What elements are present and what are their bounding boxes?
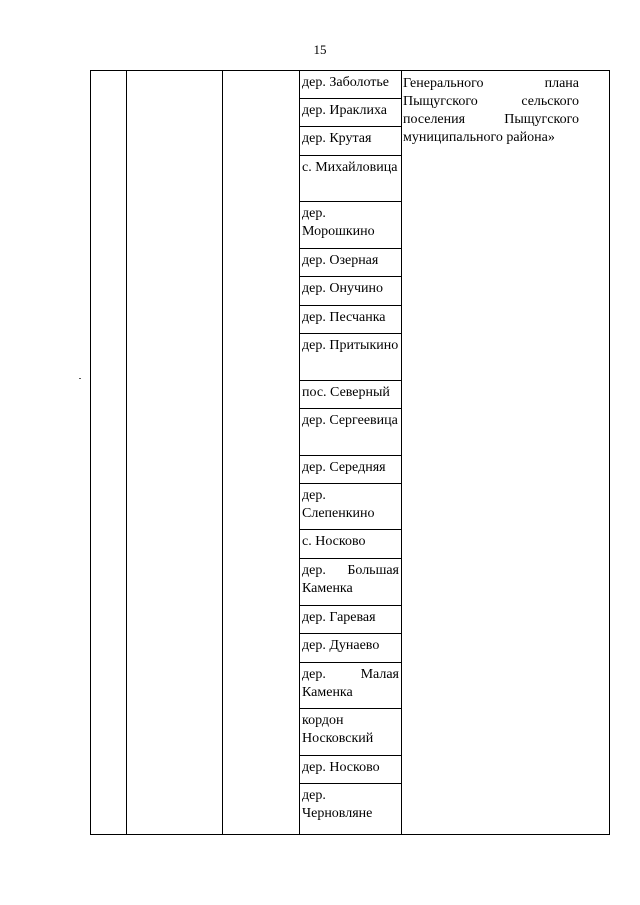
settlement-cell: дер. Заболотье (300, 71, 401, 99)
settlements-column (300, 71, 401, 831)
settlement-cell: дер. Сергеевица (300, 409, 401, 456)
settlement-cell: дер. Гаревая (300, 606, 401, 634)
settlement-cell: дер. Слепенкино (300, 484, 401, 530)
settlement-cell: кордон Носковский (300, 709, 401, 756)
document-table (90, 70, 610, 835)
settlement-cell: дер. Озерная (300, 249, 401, 277)
scan-mark (79, 378, 81, 379)
settlement-cell: дер. Носково (300, 756, 401, 784)
settlement-cell: дер. Притыкино (300, 334, 401, 381)
settlement-cell: с. Носково (300, 530, 401, 559)
plan-text-line: Генерального плана (403, 76, 579, 91)
column-divider (401, 71, 402, 834)
settlement-cell: дер. Дунаево (300, 634, 401, 663)
settlement-cell: дер. Ираклиха (300, 99, 401, 127)
settlement-cell: дер. Малая Каменка (300, 663, 401, 709)
settlement-cell: дер. Крутая (300, 127, 401, 156)
plan-text-line: муниципального района» (403, 130, 555, 145)
settlement-cell: дер. Середняя (300, 456, 401, 484)
plan-text-line: поселения Пыщугского (403, 112, 579, 127)
plan-description-cell (403, 75, 579, 147)
settlement-cell: дер. Песчанка (300, 306, 401, 334)
settlement-cell: пос. Северный (300, 381, 401, 409)
plan-text-line: Пыщугского сельского (403, 94, 579, 109)
page-number: 15 (313, 42, 327, 57)
column-divider (126, 71, 127, 834)
settlement-cell: дер. Черновляне (302, 788, 373, 821)
settlement-cell: с. Михайловица (300, 156, 401, 202)
settlement-cell: дер. Морошкино (300, 202, 401, 249)
settlement-cell: дер. Большая Каменка (300, 559, 401, 606)
settlement-cell: дер. Онучино (300, 277, 401, 306)
column-divider (222, 71, 223, 834)
